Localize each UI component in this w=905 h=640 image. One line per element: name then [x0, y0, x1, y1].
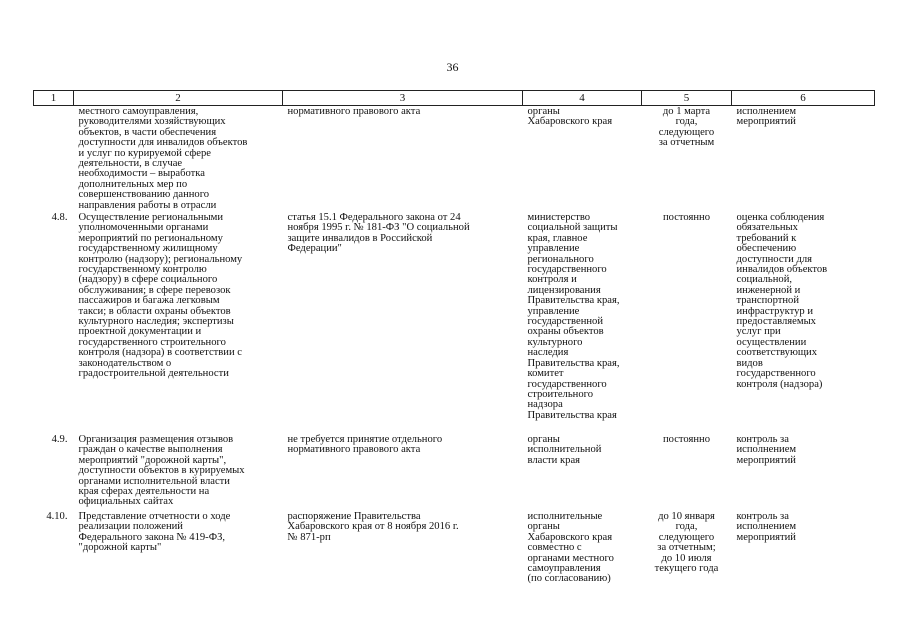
table-row	[34, 512, 875, 602]
executors-text: министерство социальной защиты края, главное управление регионального государственного контроля и лицензирования Правительства края, управление государственной охраны объектов культурного наследия Правительства края, комитет государственного строительного надзора Правительства края	[527, 212, 620, 421]
table-row	[34, 435, 875, 512]
measure-text: Организация размещения отзывов граждан о качестве выполнения мероприятий "дорожной карты", доступности объектов в курируемых органами исполнительной власти края сферах деятельности на официальных сайтах	[78, 434, 245, 508]
measure-text: Осуществление региональными уполномоченными органами мероприятий по региональному государственному жилищному контролю (надзору); региональному государственному контролю (надзору) в сфере социального обслуживания; в сфере перевозок пассажиров и багажа легковым такси; в области охраны объектов культурного наследия; экспертизы проектной документации и государственного строительного контроля (надзора) в соответствии с законодательством о градостроительной деятельности	[78, 212, 243, 380]
table-row	[34, 213, 875, 435]
row-number: 4.10.	[46, 511, 68, 522]
executors-text: органы исполнительной власти края	[527, 434, 602, 466]
table-row	[34, 106, 875, 214]
column-header: 6	[732, 91, 875, 106]
measures-table	[33, 90, 875, 602]
deadline-text: постоянно	[662, 434, 711, 445]
deadline-text: до 1 марта года, следующего за отчетным	[658, 106, 715, 149]
result-text: оценка соблюдения обязательных требований к обеспечению доступности для инвалидов объектов социальной, инженерной и транспортной инфраструктур и предоставляемых услуг при осуществлении соответствующих видов государственного контроля (надзора)	[736, 212, 828, 390]
executors-text: органы Хабаровского края	[527, 106, 613, 128]
legal-basis-text: распоряжение Правительства Хабаровского края от 8 ноября 2016 г. № 871-рп	[287, 511, 459, 543]
column-header: 3	[283, 91, 523, 106]
measure-text: Представление отчетности о ходе реализации положений Федерального закона № 419-ФЗ, "дорожной карты"	[78, 511, 231, 554]
column-header: 4	[523, 91, 642, 106]
legal-basis-text: статья 15.1 Федерального закона от 24 ноября 1995 г. № 181-ФЗ "О социальной защите инвалидов в Российской Федерации"	[287, 212, 470, 255]
result-text: контроль за исполнением мероприятий	[736, 511, 797, 543]
page-number: 36	[446, 60, 459, 74]
legal-basis-text: нормативного правового акта	[287, 106, 421, 117]
result-text: исполнением мероприятий	[736, 106, 797, 128]
row-number: 4.9.	[51, 434, 68, 445]
deadline-text: постоянно	[662, 212, 711, 223]
table-header-row	[34, 91, 875, 106]
column-header: 5	[642, 91, 732, 106]
executors-text: исполнительные органы Хабаровского края совместно с органами местного самоуправления (по согласованию)	[527, 511, 614, 585]
column-header: 2	[74, 91, 283, 106]
measure-text: местного самоуправления, руководителями хозяйствующих объектов, в части обеспечения доступности для инвалидов объектов и услуг по курируемой сфере деятельности, в случае необходимости – выработка дополнительных мер по совершенствованию данного направления работы в отрасли	[78, 106, 248, 211]
deadline-text: до 10 января года, следующего за отчетным; до 10 июля текущего года	[654, 511, 719, 575]
result-text: контроль за исполнением мероприятий	[736, 434, 797, 466]
row-number: 4.8.	[51, 212, 68, 223]
column-header: 1	[34, 91, 74, 106]
legal-basis-text: не требуется принятие отдельного нормативного правового акта	[287, 434, 443, 456]
row-number	[34, 106, 74, 214]
